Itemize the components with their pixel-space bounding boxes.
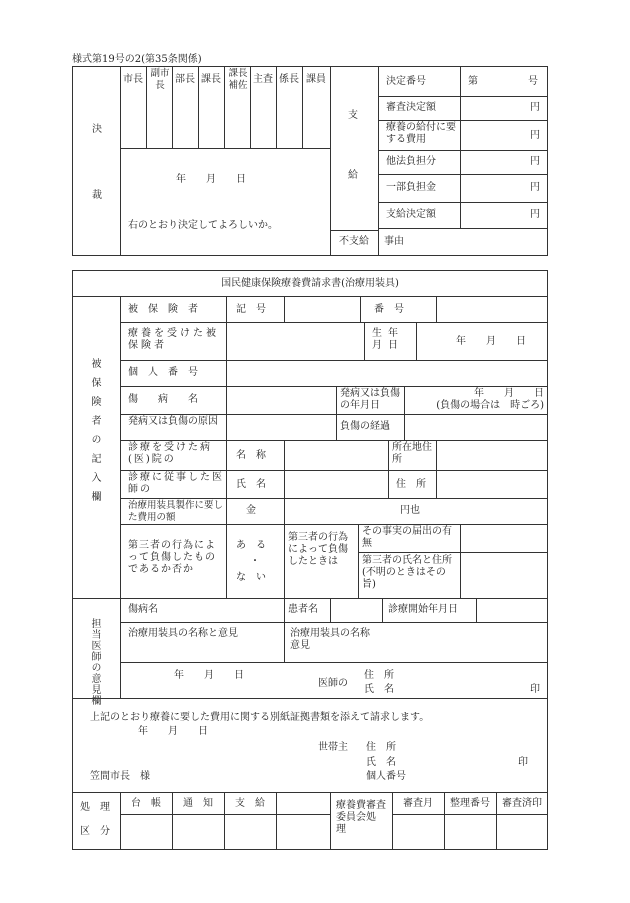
yen-unit-5: 円 (530, 209, 540, 220)
kigo-label: 記 号 (236, 304, 266, 315)
opinion-label: 意見 (290, 640, 310, 651)
approval-text: 右のとおり決定してよろしいか。 (128, 220, 278, 231)
review-month-label: 審査月 (403, 798, 433, 809)
device-opinion-label: 治療用装具の名称と意見 (128, 628, 238, 639)
role-shusa: 主査 (253, 74, 273, 85)
progress-label: 負傷の経過 (340, 421, 390, 432)
yen-unit-2: 円 (530, 130, 540, 141)
device-name-label: 治療用装具の名称 (290, 628, 370, 639)
start-date-label: 診療開始年月日 (388, 604, 458, 615)
household-head-label: 世帯主 (318, 742, 348, 753)
patient-name-label: 患者名 (288, 604, 318, 615)
birth-label: 生年月日 (372, 328, 404, 351)
head-name-label: 氏 名 (366, 757, 396, 768)
doctor-seal-mark: 印 (530, 684, 540, 695)
disease-label: 傷 病 名 (128, 394, 198, 405)
bango-label: 番 号 (374, 304, 404, 315)
addressee: 笠間市長 様 (90, 771, 150, 782)
doc-address-label: 住 所 (364, 670, 394, 681)
approval-date: 年 月 日 (176, 174, 246, 185)
row-ryoyo-kyufu: 療養の給付に要する費用 (386, 122, 456, 145)
doc-disease-label: 傷病名 (128, 604, 158, 615)
go-unit: 号 (528, 76, 538, 87)
committee-label: 療養費審査委員会処 理 (336, 800, 396, 835)
head-seal-mark: 印 (518, 757, 528, 768)
location-label: 所在地住 所 (392, 442, 442, 465)
head-address-label: 住 所 (366, 742, 396, 753)
third-name-label: 第三者の氏名と住所(不明のときはその旨) (362, 555, 452, 590)
role-shicho: 市長 (123, 74, 143, 85)
proc-daicho: 台 帳 (131, 798, 161, 809)
dai-label: 第 (468, 76, 478, 87)
onset-value: 年 月 日 (負傷の場合は 時ごろ) (436, 388, 544, 411)
kyuu-label: 給 (348, 170, 358, 181)
role-kacho-hosa: 課長補佐 (228, 68, 248, 91)
processing-label: 処 理 区 分 (80, 802, 110, 837)
proc-tsuchi: 通 知 (183, 798, 213, 809)
claim-title: 国民健康保険療養費請求書(治療用装具) (221, 278, 399, 289)
fushikyu-label: 不支給 (339, 236, 369, 247)
role-bucho: 部長 (175, 74, 195, 85)
aru-option: あ る (236, 540, 266, 551)
role-kakaricho: 係長 (279, 74, 299, 85)
shi-label: 支 (348, 110, 358, 121)
meisho-label: 名 称 (236, 450, 266, 461)
yen-ya-label: 円也 (400, 505, 420, 516)
doctor-shimei: 氏 名 (236, 479, 266, 490)
kin-label: 金 (246, 505, 256, 516)
onset-label: 発病又は負傷の年月日 (340, 388, 400, 411)
reviewed-seal-label: 審査済印 (502, 798, 542, 809)
row-shikyu-kettei: 支給決定額 (386, 209, 436, 220)
kojin-label: 個 人 番 号 (128, 367, 198, 378)
third-case-label: 第三者の行為によって負傷したときは (288, 532, 348, 567)
doc-name-label: 氏 名 (364, 684, 394, 695)
doctor-jusho: 住 所 (396, 479, 426, 490)
sai-label: 裁 (92, 190, 102, 201)
role-kacho: 課長 (201, 74, 221, 85)
proc-shikyu: 支 給 (235, 798, 265, 809)
doctor-of-label: 医師の (318, 678, 348, 689)
report-label: その事実の届出の有無 (362, 526, 452, 549)
row-taho-futan: 他法負担分 (386, 156, 436, 167)
jiyu-label: 事由 (384, 236, 404, 247)
cost-label: 治療用装具製作に要した費用の額 (128, 500, 224, 523)
yen-unit-1: 円 (530, 102, 540, 113)
role-fukushicho: 副市長 (150, 68, 170, 91)
row-ichibu-futan: 一部負担金 (386, 182, 436, 193)
patient-label: 療養を受けた被保険者 (128, 328, 219, 351)
insured-section-label: 被保険者の記入欄 (89, 358, 100, 510)
doctor-label: 診療に従事した医師の (128, 472, 224, 495)
nai-option: な い (236, 572, 266, 583)
declaration-text: 上記のとおり療養に要した費用に関する別紙証拠書類を添えて請求します。 (90, 712, 430, 723)
third-party-label: 第三者の行為によって負傷したものであるか否か (128, 540, 216, 575)
row-shinsa-gaku: 審査決定額 (386, 102, 436, 113)
row-kettei-bango: 決定番号 (386, 76, 426, 87)
doctor-section-label: 担当医師の意見欄 (89, 618, 100, 706)
insured-label: 被 保 険 者 (128, 304, 198, 315)
ketsu-label: 決 (92, 124, 102, 135)
yen-unit-3: 円 (530, 156, 540, 167)
head-kojin-label: 個人番号 (366, 771, 406, 782)
role-kain: 課員 (306, 74, 326, 85)
option-separator: ・ (250, 556, 260, 567)
birth-date: 年 月 日 (456, 336, 526, 347)
ref-number-label: 整理番号 (450, 798, 490, 809)
form-number: 様式第19号の2(第35条関係) (72, 54, 202, 65)
declaration-date: 年 月 日 (138, 726, 208, 737)
yen-unit-4: 円 (530, 182, 540, 193)
cause-label: 発病又は負傷の原因 (128, 416, 218, 427)
doctor-date: 年 月 日 (174, 670, 244, 681)
hospital-label: 診療を受けた病(医)院の (128, 442, 212, 465)
